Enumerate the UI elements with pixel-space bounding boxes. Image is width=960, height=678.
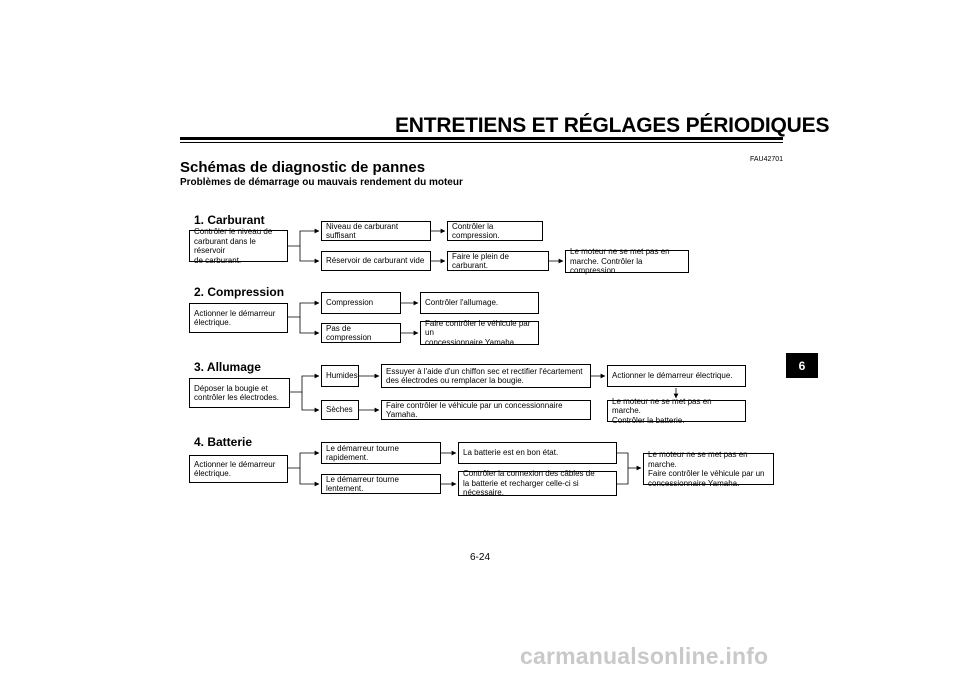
chapter-tab: 6 — [786, 353, 818, 378]
section-heading-allumage: 3. Allumage — [194, 360, 261, 374]
reference-code: FAU42701 — [750, 156, 784, 163]
flow-box-batterie-branch-a: Le démarreur tourne rapidement. — [321, 442, 441, 464]
flow-box-compression-branch-b: Pas de compression — [321, 323, 401, 343]
flow-box-allumage-branch-b-action: Faire contrôler le véhicule par un concessionnaire Yamaha. — [381, 400, 591, 420]
flow-box-carburant-start: Contrôler le niveau de carburant dans le réservoir de carburant. — [189, 230, 288, 262]
page-number: 6-24 — [469, 552, 490, 563]
flow-box-allumage-branch-a: Humides — [321, 365, 359, 387]
flow-box-batterie-branch-b-action: Contrôler la connexion des câbles de la batterie et recharger celle-ci si nécessaire. — [458, 471, 617, 496]
section-heading-batterie: 4. Batterie — [194, 435, 253, 449]
flow-box-compression-branch-a: Compression — [321, 292, 401, 314]
flow-box-carburant-branch-b-result: Le moteur ne se met pas en marche. Contrôler la compression. — [565, 250, 689, 273]
flow-box-carburant-branch-b: Réservoir de carburant vide — [321, 251, 431, 271]
flow-box-allumage-branch-a-action: Essuyer à l'aide d'un chiffon sec et rectifier l'écartement des électrodes ou remplacer la bougie. — [381, 364, 591, 388]
flow-box-carburant-branch-a: Niveau de carburant suffisant — [321, 221, 431, 241]
flow-box-compression-branch-a-action: Contrôler l'allumage. — [420, 292, 539, 314]
section-heading-compression: 2. Compression — [194, 285, 285, 299]
flow-box-carburant-branch-b-action: Faire le plein de carburant. — [447, 251, 549, 271]
document-title: Schémas de diagnostic de pannes — [180, 159, 426, 176]
flow-box-allumage-branch-b: Sèches — [321, 400, 359, 420]
page-header-title: ENTRETIENS ET RÉGLAGES PÉRIODIQUES — [395, 114, 830, 137]
flow-box-compression-start: Actionner le démarreur électrique. — [189, 303, 288, 333]
flow-box-batterie-branch-b: Le démarreur tourne lentement. — [321, 474, 441, 494]
flow-box-allumage-start: Déposer la bougie et contrôler les électrodes. — [189, 378, 290, 408]
flow-box-allumage-branch-a-next: Actionner le démarreur électrique. — [607, 365, 746, 387]
flow-box-batterie-start: Actionner le démarreur électrique. — [189, 455, 288, 483]
section-heading-carburant: 1. Carburant — [194, 213, 265, 227]
flow-box-allumage-branch-a-result: Le moteur ne se met pas en marche. Contrôler la batterie. — [607, 400, 746, 422]
flow-box-compression-branch-b-action: Faire contrôler le véhicule par un concessionnaire Yamaha. — [420, 321, 539, 345]
document-subtitle: Problèmes de démarrage ou mauvais rendement du moteur — [180, 177, 463, 188]
flow-box-carburant-branch-a-action: Contrôler la compression. — [447, 221, 543, 241]
flow-box-batterie-result: Le moteur ne se met pas en marche. Faire contrôler le véhicule par un concessionnaire Yamaha. — [643, 453, 774, 485]
watermark: carmanualsonline.info — [520, 643, 769, 669]
flow-box-batterie-branch-a-action: La batterie est en bon état. — [458, 442, 617, 464]
